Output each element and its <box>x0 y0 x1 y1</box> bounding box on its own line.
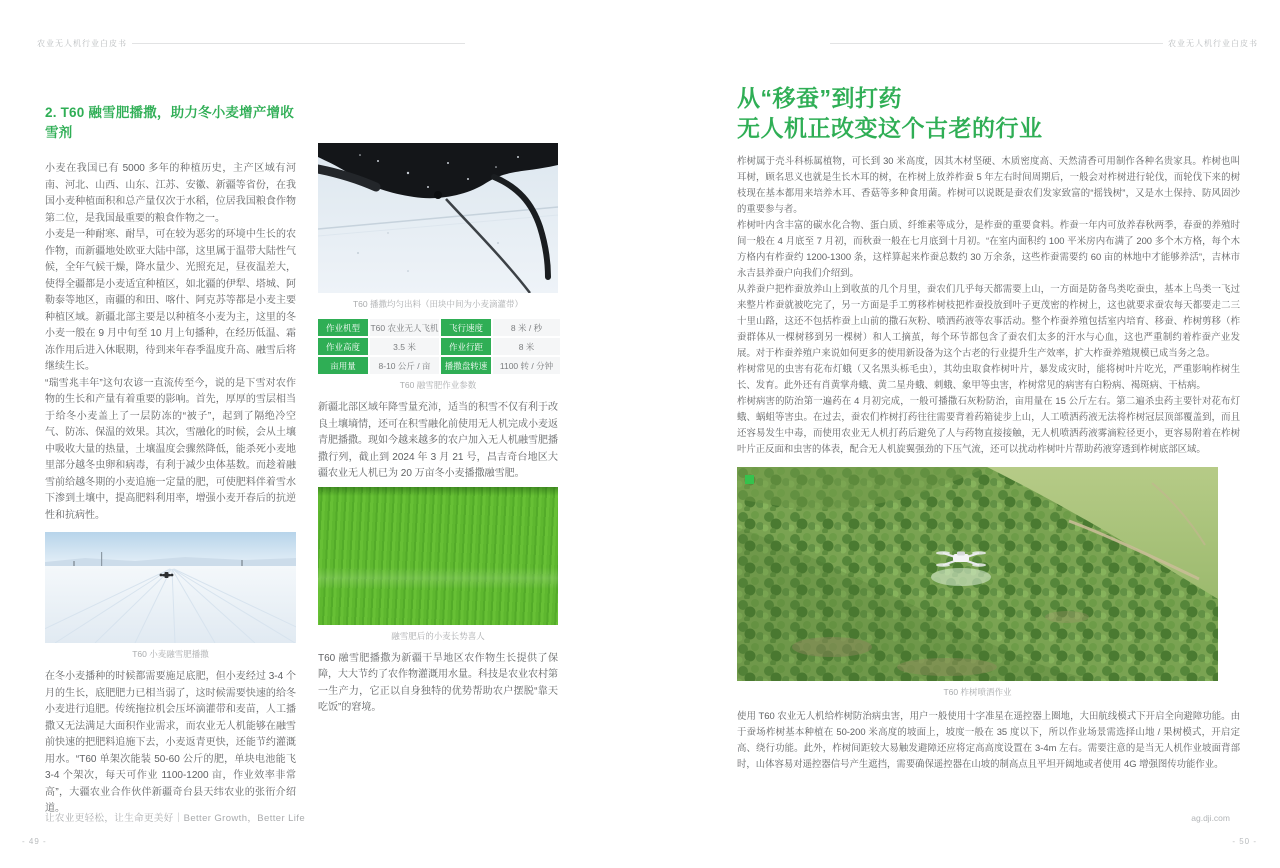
table-label: 亩用量 <box>318 357 368 374</box>
photo-green-wheat-field <box>318 487 558 625</box>
table-label: 飞行速度 <box>441 319 491 336</box>
table-value: 8 米 <box>493 338 560 355</box>
photo-caption: T60 小麦融雪肥播撒 <box>132 649 209 659</box>
paragraph: 新疆北部区域年降雪量充沛，适当的积雪不仅有利于改良土壤墒情，还可在积雪融化前使用无人机完成小麦返青肥播撒。现如今越来越多的农户加入无人机融雪肥播撒行列，截止到 2024 年 3 月 21 号，昌吉奇台地区大疆农业无人机已为 20 万亩冬小麦播撒融雪肥。 <box>318 402 558 479</box>
article-title-line2: 无人机正改变这个古老的行业 <box>737 115 1043 141</box>
page-number-right: - 50 - <box>1232 837 1257 846</box>
spray-mist <box>931 568 991 586</box>
article-title <box>737 83 1240 143</box>
table-label: 作业机型 <box>318 319 368 336</box>
photo-caption: T60 播撒均匀出料（田块中间为小麦滴灌带） <box>352 299 523 309</box>
article-title-line1: 从“移蚕”到打药 <box>737 85 902 111</box>
photo-caption: T60 柞树喷洒作业 <box>943 687 1012 697</box>
table-value: 3.5 米 <box>370 338 439 355</box>
snow-field-illustration <box>45 532 296 643</box>
paragraph: 在冬小麦播种的时候都需要施足底肥，但小麦经过 3-4 个月的生长，底肥肥力已相当弱了，这时候需要快速的给冬小麦进行追肥。传统拖拉机会压坏滴灌带和麦苗，人工播撒又无法满足大面积作业需求，而农业无人机能够在融雪前快速的把肥料追施下去，小麦返青更快，还能节约灌溉用水。“T60 单架次能装 50-60 公斤的肥，单块电池能飞 3-4 个架次，每天可作业 1100-1200 亩，作业效率非常高”，大疆农业合作伙伴新疆奇台县天纬农业的张衎介绍道。 <box>45 671 296 814</box>
drone-closeup-illustration <box>318 143 558 293</box>
footer-site-url: ag.dji.com <box>1191 813 1230 823</box>
header-rule <box>132 43 465 44</box>
paragraph: 小麦是一种耐寒、耐旱，可在较为恶劣的环境中生长的农作物，而新疆地处欧亚大陆中部，这里属于温带大陆性气候，全年气候干燥，降水量少、光照充足，昼夜温差大，使得全疆都是小麦适宜种植区，如北疆的伊犁、塔城、阿勒泰等地区，南疆的和田、喀什、阿克苏等都是小麦主要种植区域。新疆北部主要是以种植冬小麦为主，这里的冬小麦一般在 9 月中旬至 10 月上旬播种，在经历低温、霜冻作用后进入休眠期，待到来年春季温度升高、融雪后将继续生长。 <box>45 229 296 372</box>
paragraph: “瑞雪兆丰年”这句农谚一直流传至今，说的是下雪对农作物的生长和产量有着重要的影响。首先，厚厚的雪层相当于给冬小麦盖上了一层防冻的“被子”，起到了隔绝冷空气、防冻、保温的效果。其次，雪融化的时候，会从土壤中吸收大量的热量，土壤温度会骤然降低，能杀死小麦地里部分越冬虫卵和病毒，有利于减少虫体基数。而趁着融雪前给越冬期的小麦追施一定量的肥，可使肥料伴着雪水下渗到土壤中，提高肥料利用率，增强小麦开春后的抗逆性和抗病性。 <box>45 377 296 521</box>
table-value: T60 农业无人飞机 <box>370 319 439 336</box>
paragraph: 柞树常见的虫害有花布灯蛾（又名黑头栎毛虫），其幼虫取食柞树叶片，暴发成灾时，能将树叶片吃光，严重影响柞树生长、发育。此外还有肖黄掌舟蛾、黄二星舟蛾、刺蛾、象甲等虫害，柞树常见的病害有白粉病、褐斑病、干枯病。 <box>737 363 1240 390</box>
photo-hillside-spraying <box>737 467 1218 681</box>
table-value: 1100 转 / 分钟 <box>493 357 560 374</box>
table-caption: T60 融雪肥作业参数 <box>399 380 477 390</box>
left-doc-title: 农业无人机行业白皮书 <box>37 39 127 48</box>
photo-caption: 融雪肥后的小麦长势喜人 <box>391 630 485 641</box>
section-title: 2. T60 融雪肥播撒，助力冬小麦增产增收雪剂 <box>45 105 294 140</box>
paragraph: 柞树属于壳斗科栎属植物，可长到 30 米高度，因其木材坚硬、木质密度高、天然清香可用制作各种名贵家具。柞树也叫耳树，顾名思义也就是生长木耳的树，在柞树上放养柞蚕 5 年左右时间周期后，一般会对柞树进行轮伐，而轮伐下来的树枝现在基本都用来培养木耳、香菇等多种食用菌。柞树可以说既是蚕农们发家致富的“摇钱树”，又是水土保持、防风固沙的重要参与者。 <box>737 155 1240 214</box>
table-label: 作业高度 <box>318 338 368 355</box>
paragraph: 小麦在我国已有 5000 多年的种植历史，主产区域有河南、河北、山西、山东、江苏、安徽、新疆等省份，在我国小麦种植面积和总产量仅次于水稻，位居我国粮食作物第二位，是我国最重要的粮食作物之一。 <box>45 163 296 224</box>
table-label: 播撒盘转速 <box>441 357 491 374</box>
footer-slogan: 让农业更轻松，让生命更美好｜Better Growth，Better Life <box>45 813 306 824</box>
right-doc-title: 农业无人机行业白皮书 <box>1168 39 1258 48</box>
page-number-left: - 49 - <box>22 837 47 846</box>
photo-drone-closeup-snow <box>318 143 558 293</box>
paragraph: 柞树叶内含丰富的碳水化合物、蛋白质、纤维素等成分，是柞蚕的重要食料。柞蚕一年内可放养春秋两季，春蚕的养殖时间一般在 4 月底至 7 月初，而秋蚕一般在七月底到十月初。“在室内面积约 100 平米房内布满了 200 多个木方格，每个木方格内有柞蚕约 1200-1300 条，这样算起来柞蚕总数约 30 万余条，这些柞蚕需要约 60 亩的林地中才能够养活”，吉林市永吉县养蚕户向我们介绍到。 <box>737 219 1240 278</box>
left-page-header <box>37 38 465 49</box>
photo-snow-field-drone <box>45 532 296 643</box>
hillside-illustration <box>737 467 1218 681</box>
power-pole <box>101 552 102 566</box>
operation-parameters-table <box>318 319 558 374</box>
paragraph: T60 融雪肥播撒为新疆干旱地区农作物生长提供了保障，大大节约了农作物灌溉用水量。科技是农业农村第一生产力，它正以自身独特的优势帮助农户摆脱“靠天吃饭”的窘境。 <box>318 652 558 713</box>
right-page <box>737 83 1240 772</box>
table-label: 作业行距 <box>441 338 491 355</box>
paragraph: 使用 T60 农业无人机给柞树防治病虫害，用户一般使用十字准星在遥控器上圈地，大田航线模式下开启全向避障功能。由于蚕场柞树基本种植在 50-200 米高度的坡面上，坡度一般在 35 度以下，所以作业场景需选择山地 / 果树模式，开启定高、绕行功能。此外，柞树间距较大易触发避障还应将定高高度设置在 3-4m 左右。需要注意的是当无人机作业坡面背部时，山体容易对遥控器信号产生遮挡，需要确保遥控器在山坡的制高点且平坦开阔地或者使用 4G 增强图传功能作业。 <box>737 710 1240 769</box>
left-page-column-2 <box>318 143 558 717</box>
paragraph: 柞树病害的防治第一遍药在 4 月初完成，一般可播撒石灰粉防治，亩用量在 15 公斤左右。第二遍杀虫药主要针对花布灯蛾、蜗蛆等害虫。在过去，蚕农们柞树打药往往需要背着药箱徒步上山，人工喷洒药液无法将柞树冠层顶部覆盖到，而且还容易发生中毒，而使用农业无人机打药后避免了人与药物直接接触，无人机喷洒药液雾滴粒径更小，更容易附着在柞树叶片正反面和虫害的体表，配合无人机旋翼强劲的下压气流，还可以扰动柞树叶片帮助药液穿透到柞树底部区域。 <box>737 395 1240 454</box>
table-value: 8 米 / 秒 <box>493 319 560 336</box>
photo-watermark <box>745 475 754 484</box>
table-value: 8-10 公斤 / 亩 <box>370 357 439 374</box>
paragraph: 从养蚕户把柞蚕放养山上到收茧的几个月里，蚕农们几乎每天都需要上山，一方面是防备鸟类吃蚕虫，基本上鸟类一飞过来整片柞蚕就被吃完了，另一方面是手工剪移柞树枝把柞蚕投放到叶子更茂密的柞树上，这也就要求蚕农每天都要走二三十里山路，这还不包括柞蚕上山前的撒石灰粉、喷洒药液等农事活动。整个柞蚕养殖包括室内培育、移蚕、柞树剪移（柞蚕群体从一棵树移到另一棵树）和人工摘茧，每个环节都包含了蚕农们太多的汗水与心血，这也严重制约着柞蚕产业发展。对于柞蚕养殖户来说如何更多的使用新设备为这个古老的行业提升生产效率，扩大柞蚕养殖规模已成当务之急。 <box>737 283 1240 358</box>
header-rule <box>830 43 1163 44</box>
left-page-column-1 <box>45 101 296 818</box>
right-page-header <box>830 38 1258 49</box>
